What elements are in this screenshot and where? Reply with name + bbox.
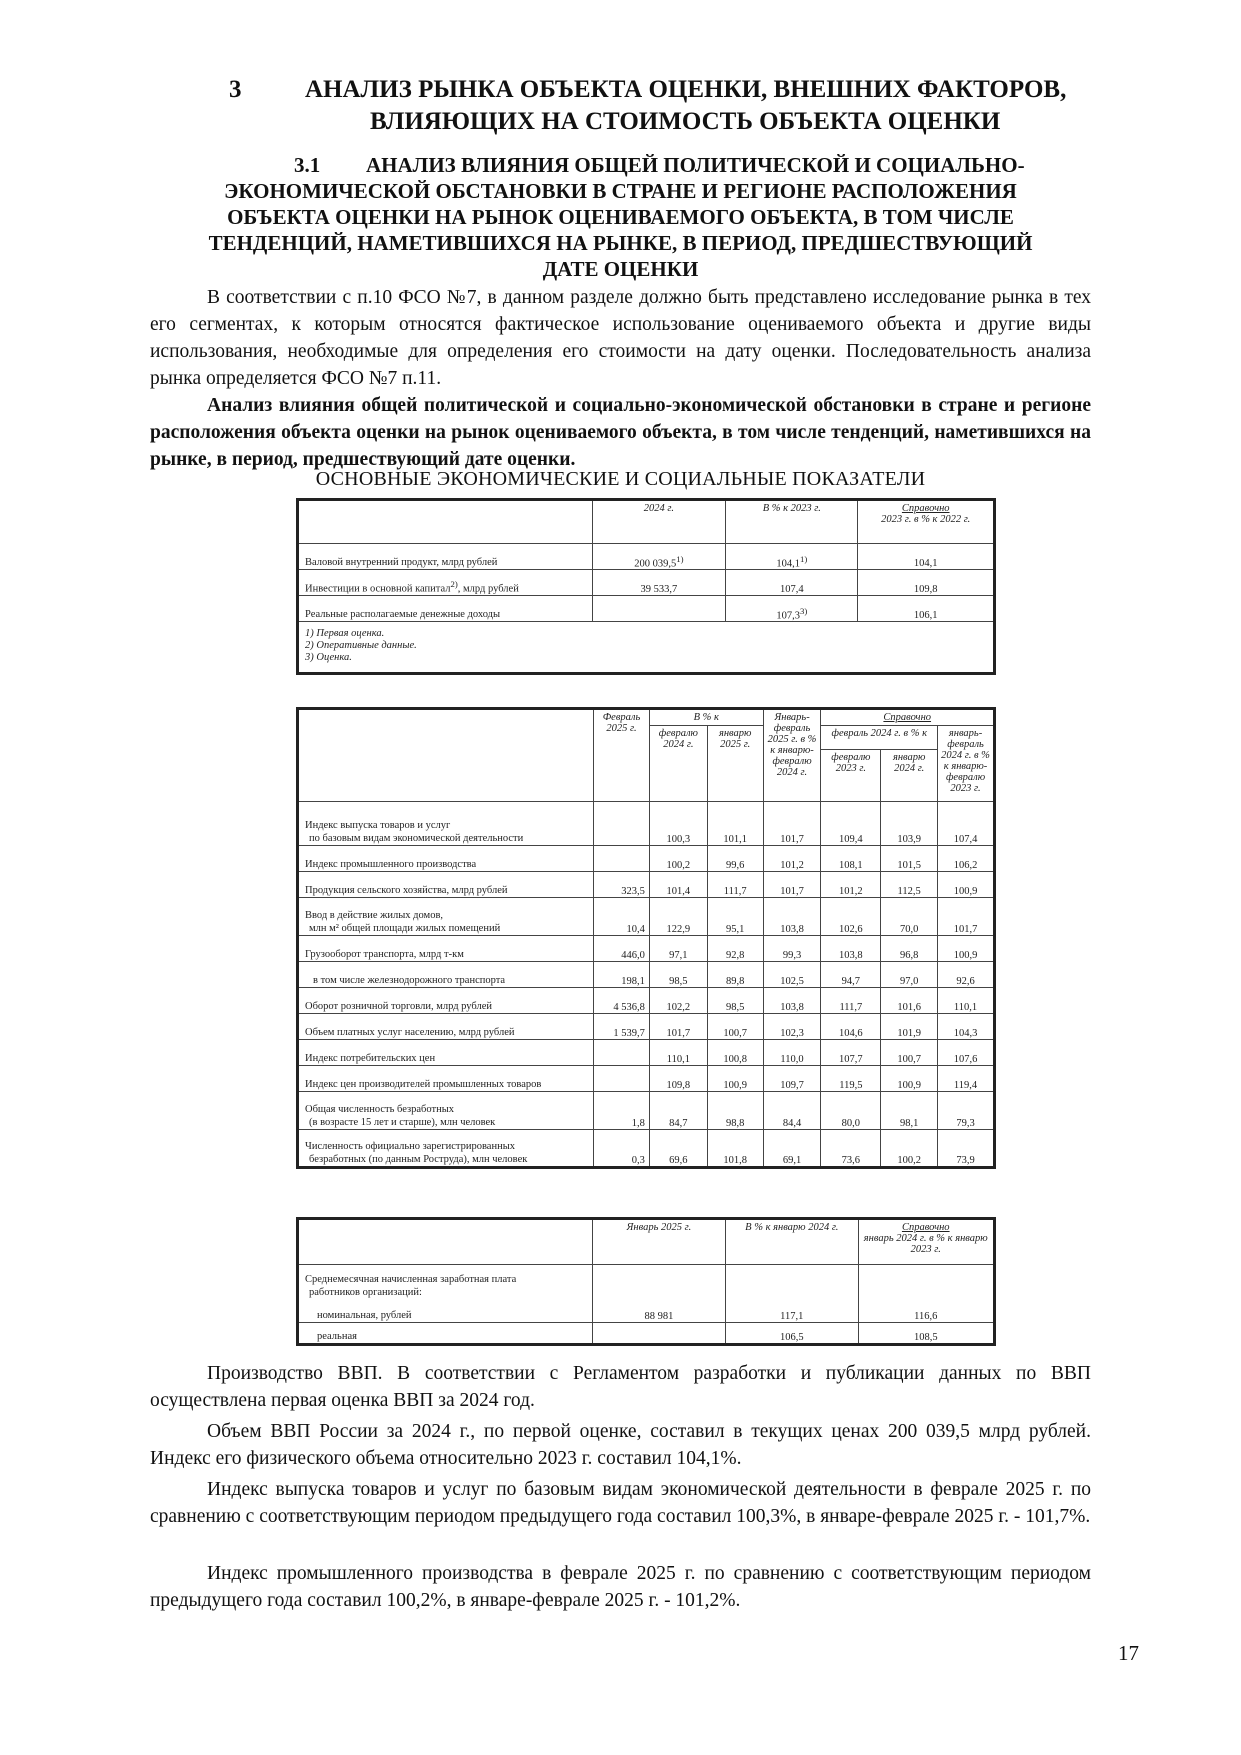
cell: 100,2 <box>649 846 707 872</box>
cell: 39 533,7 <box>592 570 725 596</box>
cell: 4 536,8 <box>594 988 650 1014</box>
row-label: Среднемесячная начисленная заработная плата работников организаций: номинальная, рублей <box>298 1265 593 1323</box>
paragraph-industrial-index: Индекс промышленного производства в феврале 2025 г. по сравнению с соответствующим периодом предыдущего года составил 100,2%, в январе-феврале 2025 г. - 101,2%. <box>150 1563 1091 1611</box>
col-header-reference: Справочно январь 2024 г. в % к январю 2023 г. <box>858 1219 995 1265</box>
col-header: январю 2024 г. <box>881 750 938 802</box>
subsection-title-line2: ЭКОНОМИЧЕСКОЙ ОБСТАНОВКИ В СТРАНЕ И РЕГИОНЕ РАСПОЛОЖЕНИЯ <box>224 179 1017 203</box>
cell: 110,1 <box>938 988 995 1014</box>
gdp-table <box>296 498 996 675</box>
row-label: Оборот розничной торговли, млрд рублей <box>298 988 594 1014</box>
cell: 119,4 <box>938 1066 995 1092</box>
page-number: 17 <box>1118 1641 1139 1665</box>
cell: 98,5 <box>649 962 707 988</box>
cell: 107,6 <box>938 1040 995 1066</box>
section-number: 3 <box>229 76 242 103</box>
cell: 109,7 <box>763 1066 821 1092</box>
cell: 117,1 <box>726 1265 858 1323</box>
cell: 200 039,5$^{1)}$ <box>592 544 725 570</box>
table-row <box>298 570 995 596</box>
row-label: Общая численность безработных (в возрасте 15 лет и старше), млн человек <box>298 1092 594 1130</box>
row-label: Инвестиции в основной капитал$^{2)}$, млрд рублей <box>298 570 593 596</box>
col-header: Январь-февраль 2025 г. в % к январю-февралю 2024 г. <box>763 709 821 802</box>
cell: 107,7 <box>821 1040 881 1066</box>
table-row <box>298 544 995 570</box>
row-label: Объем платных услуг населению, млрд рублей <box>298 1014 594 1040</box>
cell: 92,8 <box>707 936 763 962</box>
table-row <box>298 936 995 962</box>
col-header: Январь 2025 г. <box>592 1219 725 1265</box>
indicators-table <box>296 707 996 1169</box>
cell: 99,6 <box>707 846 763 872</box>
cell: 101,7 <box>763 802 821 846</box>
cell: 111,7 <box>707 872 763 898</box>
row-label: Продукция сельского хозяйства, млрд рублей <box>298 872 594 898</box>
cell: 80,0 <box>821 1092 881 1130</box>
cell: 100,9 <box>707 1066 763 1092</box>
row-label: Грузооборот транспорта, млрд т-км <box>298 936 594 962</box>
cell: 108,1 <box>821 846 881 872</box>
cell: 88 981 <box>592 1265 725 1323</box>
cell <box>592 1323 725 1345</box>
cell: 100,9 <box>881 1066 938 1092</box>
col-header: февралю 2023 г. <box>821 750 881 802</box>
cell: 101,8 <box>707 1130 763 1168</box>
cell: 110,1 <box>649 1040 707 1066</box>
cell: 100,9 <box>938 936 995 962</box>
table-row <box>298 1092 995 1130</box>
cell: 92,6 <box>938 962 995 988</box>
cell: 104,1$^{1)}$ <box>726 544 858 570</box>
table-row <box>298 846 995 872</box>
table-row <box>298 1265 995 1323</box>
intro-paragraph: В соответствии с п.10 ФСО №7, в данном разделе должно быть представлено исследование рынка в тех его сегментах, к которым относятся фактическое использование оцениваемого объекта и другие виды использования, необходимые для определения его стоимости на дату оценки. Последовательность анализа рынка определяется ФСО №7 п.11. <box>150 287 1091 389</box>
cell: 111,7 <box>821 988 881 1014</box>
cell: 101,7 <box>649 1014 707 1040</box>
cell: 122,9 <box>649 898 707 936</box>
cell: 79,3 <box>938 1092 995 1130</box>
table-row <box>298 1323 995 1345</box>
cell: 198,1 <box>594 962 650 988</box>
col-header: В % к январю 2024 г. <box>726 1219 858 1265</box>
paragraph-gdp-production: Производство ВВП. В соответствии с Регламентом разработки и публикации данных по ВВП осуществлена первая оценка ВВП за 2024 год. <box>150 1363 1091 1411</box>
cell: 101,5 <box>881 846 938 872</box>
cell: 97,1 <box>649 936 707 962</box>
subsection-title-line4: ТЕНДЕНЦИЙ, НАМЕТИВШИХСЯ НА РЫНКЕ, В ПЕРИОД, ПРЕДШЕСТВУЮЩИЙ <box>208 231 1033 255</box>
cell: 100,7 <box>707 1014 763 1040</box>
col-header: февралю 2024 г. <box>649 726 707 802</box>
cell: 112,5 <box>881 872 938 898</box>
cell: 110,0 <box>763 1040 821 1066</box>
paragraph-output-index: Индекс выпуска товаров и услуг по базовым видам экономической деятельности в феврале 2025 г. по сравнению с соответствующим периодом предыдущего года составил 100,3%, в январе-феврале 2025 г. - 101,7%. <box>150 1479 1091 1527</box>
cell: 109,8 <box>858 570 995 596</box>
row-label: Численность официально зарегистрированных безработных (по данным Роструда), млн человек <box>298 1130 594 1168</box>
cell: 104,6 <box>821 1014 881 1040</box>
corner-cell <box>298 1219 593 1265</box>
cell: 101,2 <box>821 872 881 898</box>
cell <box>594 1040 650 1066</box>
cell: 103,8 <box>763 898 821 936</box>
cell: 99,3 <box>763 936 821 962</box>
table-notes: 1) Первая оценка. 2) Оперативные данные. 3) Оценка. <box>298 622 995 674</box>
cell: 98,8 <box>707 1092 763 1130</box>
wages-table <box>296 1217 996 1346</box>
cell: 101,9 <box>881 1014 938 1040</box>
subsection-title-line3: ОБЪЕКТА ОЦЕНКИ НА РЫНОК ОЦЕНИВАЕМОГО ОБЪЕКТА, В ТОМ ЧИСЛЕ <box>227 205 1014 229</box>
cell: 106,5 <box>726 1323 858 1345</box>
cell: 103,8 <box>821 936 881 962</box>
table-row <box>298 1040 995 1066</box>
cell: 101,7 <box>938 898 995 936</box>
row-label: реальная <box>298 1323 593 1345</box>
cell: 101,2 <box>763 846 821 872</box>
cell: 70,0 <box>881 898 938 936</box>
row-label: Валовой внутренний продукт, млрд рублей <box>298 544 593 570</box>
table-caption: ОСНОВНЫЕ ЭКОНОМИЧЕСКИЕ И СОЦИАЛЬНЫЕ ПОКАЗАТЕЛИ <box>315 468 926 490</box>
cell: 107,4 <box>726 570 858 596</box>
cell: 69,6 <box>649 1130 707 1168</box>
corner-cell <box>298 709 594 802</box>
col-header: 2024 г. <box>592 500 725 544</box>
cell <box>594 802 650 846</box>
row-label: Индекс цен производителей промышленных товаров <box>298 1066 594 1092</box>
cell: 73,6 <box>821 1130 881 1168</box>
cell: 95,1 <box>707 898 763 936</box>
row-label: Индекс промышленного производства <box>298 846 594 872</box>
paragraph-gdp-volume: Объем ВВП России за 2024 г., по первой оценке, составил в текущих ценах 200 039,5 млрд рублей. Индекс его физического объема относительно 2023 г. составил 104,1%. <box>150 1421 1091 1469</box>
corner-cell <box>298 500 593 544</box>
cell: 103,8 <box>763 988 821 1014</box>
cell: 323,5 <box>594 872 650 898</box>
table-row <box>298 802 995 846</box>
cell: 106,1 <box>858 596 995 622</box>
cell: 107,3$^{3)}$ <box>726 596 858 622</box>
cell: 1,8 <box>594 1092 650 1130</box>
cell: 102,3 <box>763 1014 821 1040</box>
bold-paragraph: Анализ влияния общей политической и социально-экономической обстановки в стране и регионе расположения объекта оценки на рынок оцениваемого объекта, в том числе тенденций, наметившихся на рынке, в период, предшествующий дате оценки. <box>150 395 1091 470</box>
col-group-header: февраль 2024 г. в % к <box>821 726 938 750</box>
cell: 89,8 <box>707 962 763 988</box>
cell: 1 539,7 <box>594 1014 650 1040</box>
col-header-reference: Справочно 2023 г. в % к 2022 г. <box>858 500 995 544</box>
col-header: Февраль 2025 г. <box>594 709 650 802</box>
cell: 100,2 <box>881 1130 938 1168</box>
cell: 102,6 <box>821 898 881 936</box>
table-row <box>298 872 995 898</box>
cell <box>594 846 650 872</box>
row-label: Индекс потребительских цен <box>298 1040 594 1066</box>
cell <box>592 596 725 622</box>
table-row <box>298 898 995 936</box>
cell: 10,4 <box>594 898 650 936</box>
cell: 0,3 <box>594 1130 650 1168</box>
table-row <box>298 1066 995 1092</box>
col-header: январь-февраль 2024 г. в % к январю-февралю 2023 г. <box>938 726 995 802</box>
row-label: Индекс выпуска товаров и услуг по базовым видам экономической деятельности <box>298 802 594 846</box>
cell: 98,5 <box>707 988 763 1014</box>
subsection-title-line5: ДАТЕ ОЦЕНКИ <box>542 257 699 281</box>
cell: 109,4 <box>821 802 881 846</box>
subsection-title-line1: АНАЛИЗ ВЛИЯНИЯ ОБЩЕЙ ПОЛИТИЧЕСКОЙ И СОЦИАЛЬНО- <box>366 153 1025 177</box>
col-header: январю 2025 г. <box>707 726 763 802</box>
cell: 104,1 <box>858 544 995 570</box>
cell: 102,2 <box>649 988 707 1014</box>
table-row <box>298 1130 995 1168</box>
section-title-line2: ВЛИЯЮЩИХ НА СТОИМОСТЬ ОБЪЕКТА ОЦЕНКИ <box>370 108 1001 135</box>
cell: 96,8 <box>881 936 938 962</box>
cell: 100,9 <box>938 872 995 898</box>
cell: 94,7 <box>821 962 881 988</box>
cell: 69,1 <box>763 1130 821 1168</box>
col-header: В % к 2023 г. <box>726 500 858 544</box>
cell: 97,0 <box>881 962 938 988</box>
subsection-number: 3.1 <box>294 153 321 177</box>
cell: 107,4 <box>938 802 995 846</box>
cell: 109,8 <box>649 1066 707 1092</box>
cell: 116,6 <box>858 1265 995 1323</box>
cell: 84,7 <box>649 1092 707 1130</box>
section-title-line1: АНАЛИЗ РЫНКА ОБЪЕКТА ОЦЕНКИ, ВНЕШНИХ ФАКТОРОВ, <box>305 76 1067 103</box>
cell: 106,2 <box>938 846 995 872</box>
cell: 100,3 <box>649 802 707 846</box>
cell: 101,6 <box>881 988 938 1014</box>
cell: 100,7 <box>881 1040 938 1066</box>
row-label: Ввод в действие жилых домов, млн м² общей площади жилых помещений <box>298 898 594 936</box>
cell: 101,4 <box>649 872 707 898</box>
cell: 103,9 <box>881 802 938 846</box>
cell: 102,5 <box>763 962 821 988</box>
cell: 101,1 <box>707 802 763 846</box>
row-label: в том числе железнодорожного транспорта <box>298 962 594 988</box>
col-group-header-reference: Справочно <box>821 709 995 726</box>
table-row <box>298 962 995 988</box>
table-row <box>298 1014 995 1040</box>
cell: 101,7 <box>763 872 821 898</box>
cell: 446,0 <box>594 936 650 962</box>
cell: 98,1 <box>881 1092 938 1130</box>
col-group-header: В % к <box>649 709 763 726</box>
cell: 73,9 <box>938 1130 995 1168</box>
cell: 108,5 <box>858 1323 995 1345</box>
cell <box>594 1066 650 1092</box>
row-label: Реальные располагаемые денежные доходы <box>298 596 593 622</box>
cell: 100,8 <box>707 1040 763 1066</box>
cell: 84,4 <box>763 1092 821 1130</box>
table-row <box>298 596 995 622</box>
table-row <box>298 988 995 1014</box>
cell: 119,5 <box>821 1066 881 1092</box>
cell: 104,3 <box>938 1014 995 1040</box>
